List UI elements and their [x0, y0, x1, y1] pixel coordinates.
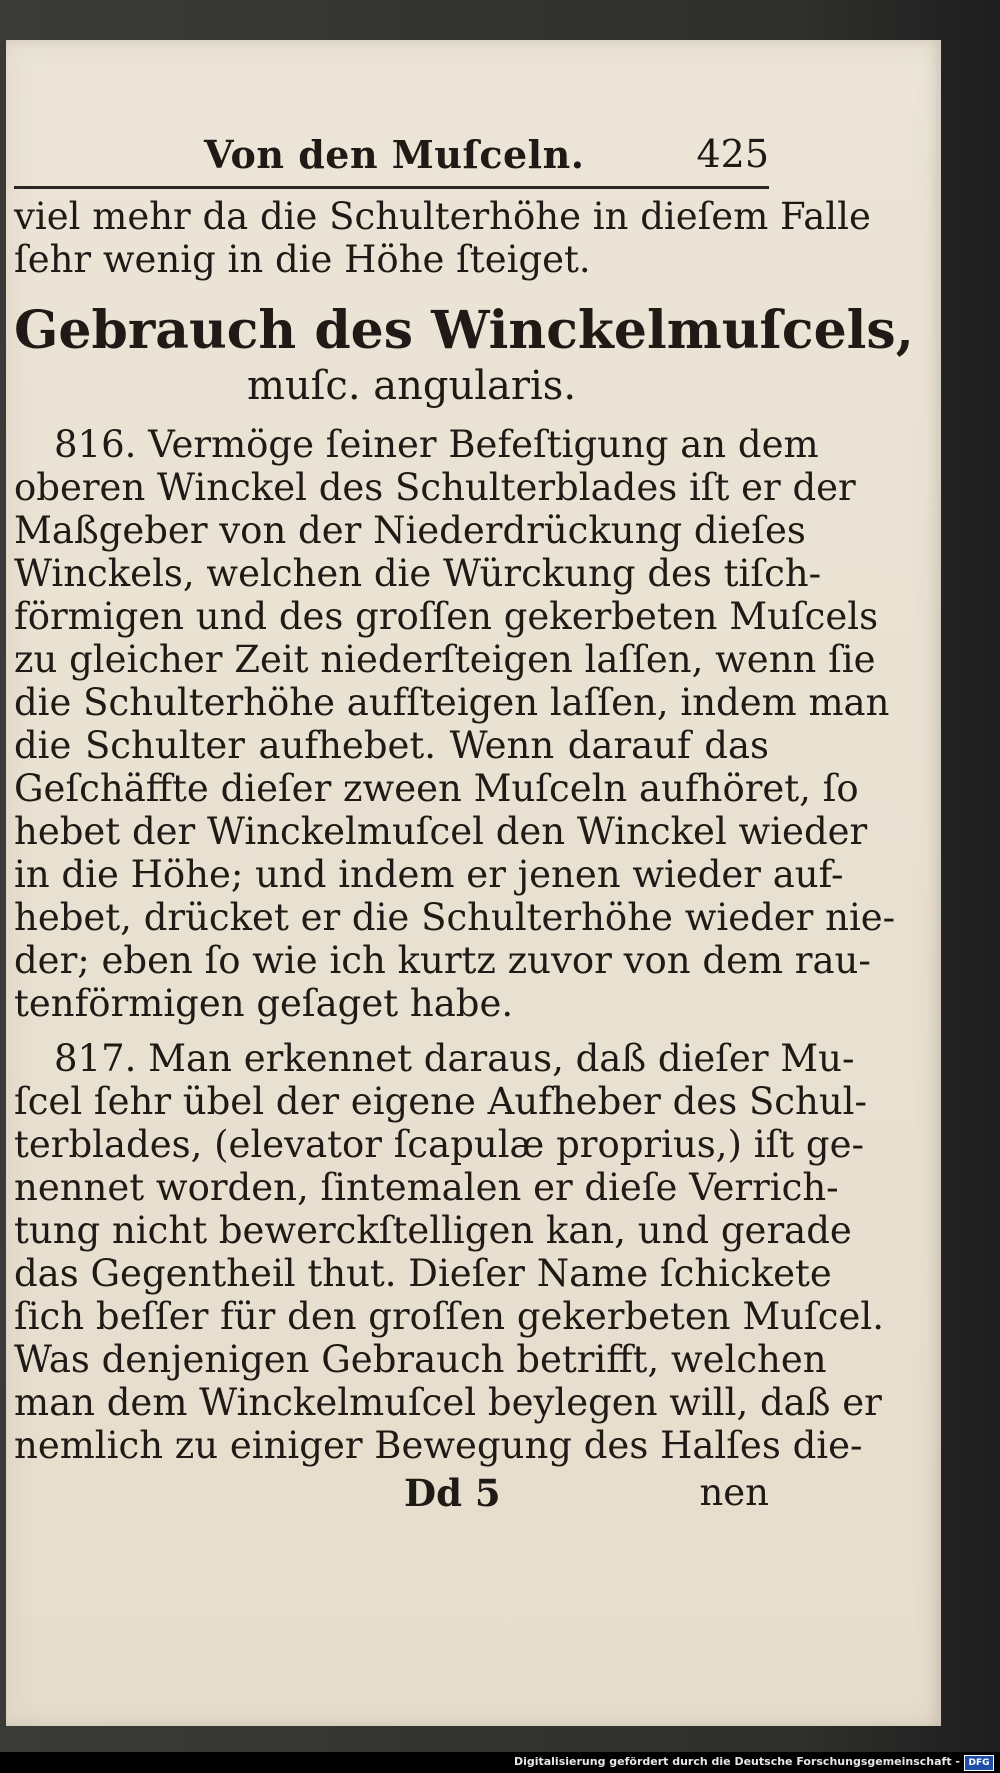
signature-mark: Dd 5	[404, 1471, 501, 1515]
section-subheading: muſc. angularis.	[246, 363, 577, 409]
text-line: die Schulterhöhe aufſteigen laſſen, indem man	[14, 681, 890, 724]
catchline	[14, 1471, 769, 1521]
page-number: 425	[696, 132, 769, 176]
text-line: viel mehr da die Schulterhöhe in dieſem Falle	[14, 195, 871, 238]
running-head-title: Von den Muſceln.	[204, 132, 585, 177]
text-line: terblades, (elevator ſcapulæ proprius,) iſt ge-	[14, 1123, 864, 1166]
text-line-first	[14, 423, 819, 466]
text-line: tenförmigen geſaget habe.	[14, 982, 514, 1025]
text-line: ſehr wenig in die Höhe ſteiget.	[14, 238, 591, 281]
text-line: nemlich zu einiger Bewegung des Halſes die-	[14, 1424, 863, 1467]
digitization-footer	[0, 1752, 1000, 1773]
text-line: Man erkennet daraus, daß dieſer Mu-	[148, 1037, 855, 1080]
intro-lines	[14, 195, 871, 281]
text-line: oberen Winckel des Schulterblades iſt er der	[14, 466, 856, 509]
text-line: hebet, drücket er die Schulterhöhe wieder nie-	[14, 896, 896, 939]
catchword: nen	[699, 1471, 769, 1514]
text-line: das Gegentheil thut. Dieſer Name ſchickete	[14, 1252, 832, 1295]
dfg-logo: DFG	[964, 1755, 994, 1771]
paragraph-number: 817.	[54, 1037, 137, 1080]
text-line: in die Höhe; und indem er jenen wieder auf-	[14, 853, 844, 896]
text-line: tung nicht bewerckſtelligen kan, und gerade	[14, 1209, 852, 1252]
running-head	[14, 120, 769, 189]
paragraph-817	[14, 1037, 884, 1467]
section-heading: Gebrauch des Winckelmuſcels,	[14, 300, 914, 361]
text-line: Maßgeber von der Niederdrückung dieſes	[14, 509, 806, 552]
text-line: Vermöge ſeiner Befeſtigung an dem	[148, 423, 819, 466]
text-line: der; eben ſo wie ich kurtz zuvor von dem rau-	[14, 939, 871, 982]
text-line: nennet worden, ſintemalen er dieſe Verrich-	[14, 1166, 839, 1209]
text-line: Winckels, welchen die Würckung des tiſch-	[14, 552, 822, 595]
text-line: Was denjenigen Gebrauch betrifft, welchen	[14, 1338, 827, 1381]
text-line: förmigen und des groſſen gekerbeten Muſcels	[14, 595, 879, 638]
text-line: ſcel ſehr übel der eigene Aufheber des Schul-	[14, 1080, 868, 1123]
book-page	[6, 40, 941, 1726]
paragraph-816	[14, 423, 896, 1025]
page-text-block	[14, 120, 914, 1521]
text-line-first	[14, 1037, 855, 1080]
text-line: die Schulter aufhebet. Wenn darauf das	[14, 724, 769, 767]
footer-credit: Digitalisierung gefördert durch die Deutsche Forschungsgemeinschaft -	[513, 1755, 960, 1768]
text-line: Geſchäffte dieſer zween Muſceln aufhöret, ſo	[14, 767, 859, 810]
paragraph-number: 816.	[54, 423, 137, 466]
text-line: zu gleicher Zeit niederſteigen laſſen, wenn ſie	[14, 638, 876, 681]
text-line: hebet der Winckelmuſcel den Winckel wieder	[14, 810, 868, 853]
text-line: man dem Winckelmuſcel beylegen will, daß er	[14, 1381, 882, 1424]
text-line: ſich beſſer für den groſſen gekerbeten Muſcel.	[14, 1295, 884, 1338]
